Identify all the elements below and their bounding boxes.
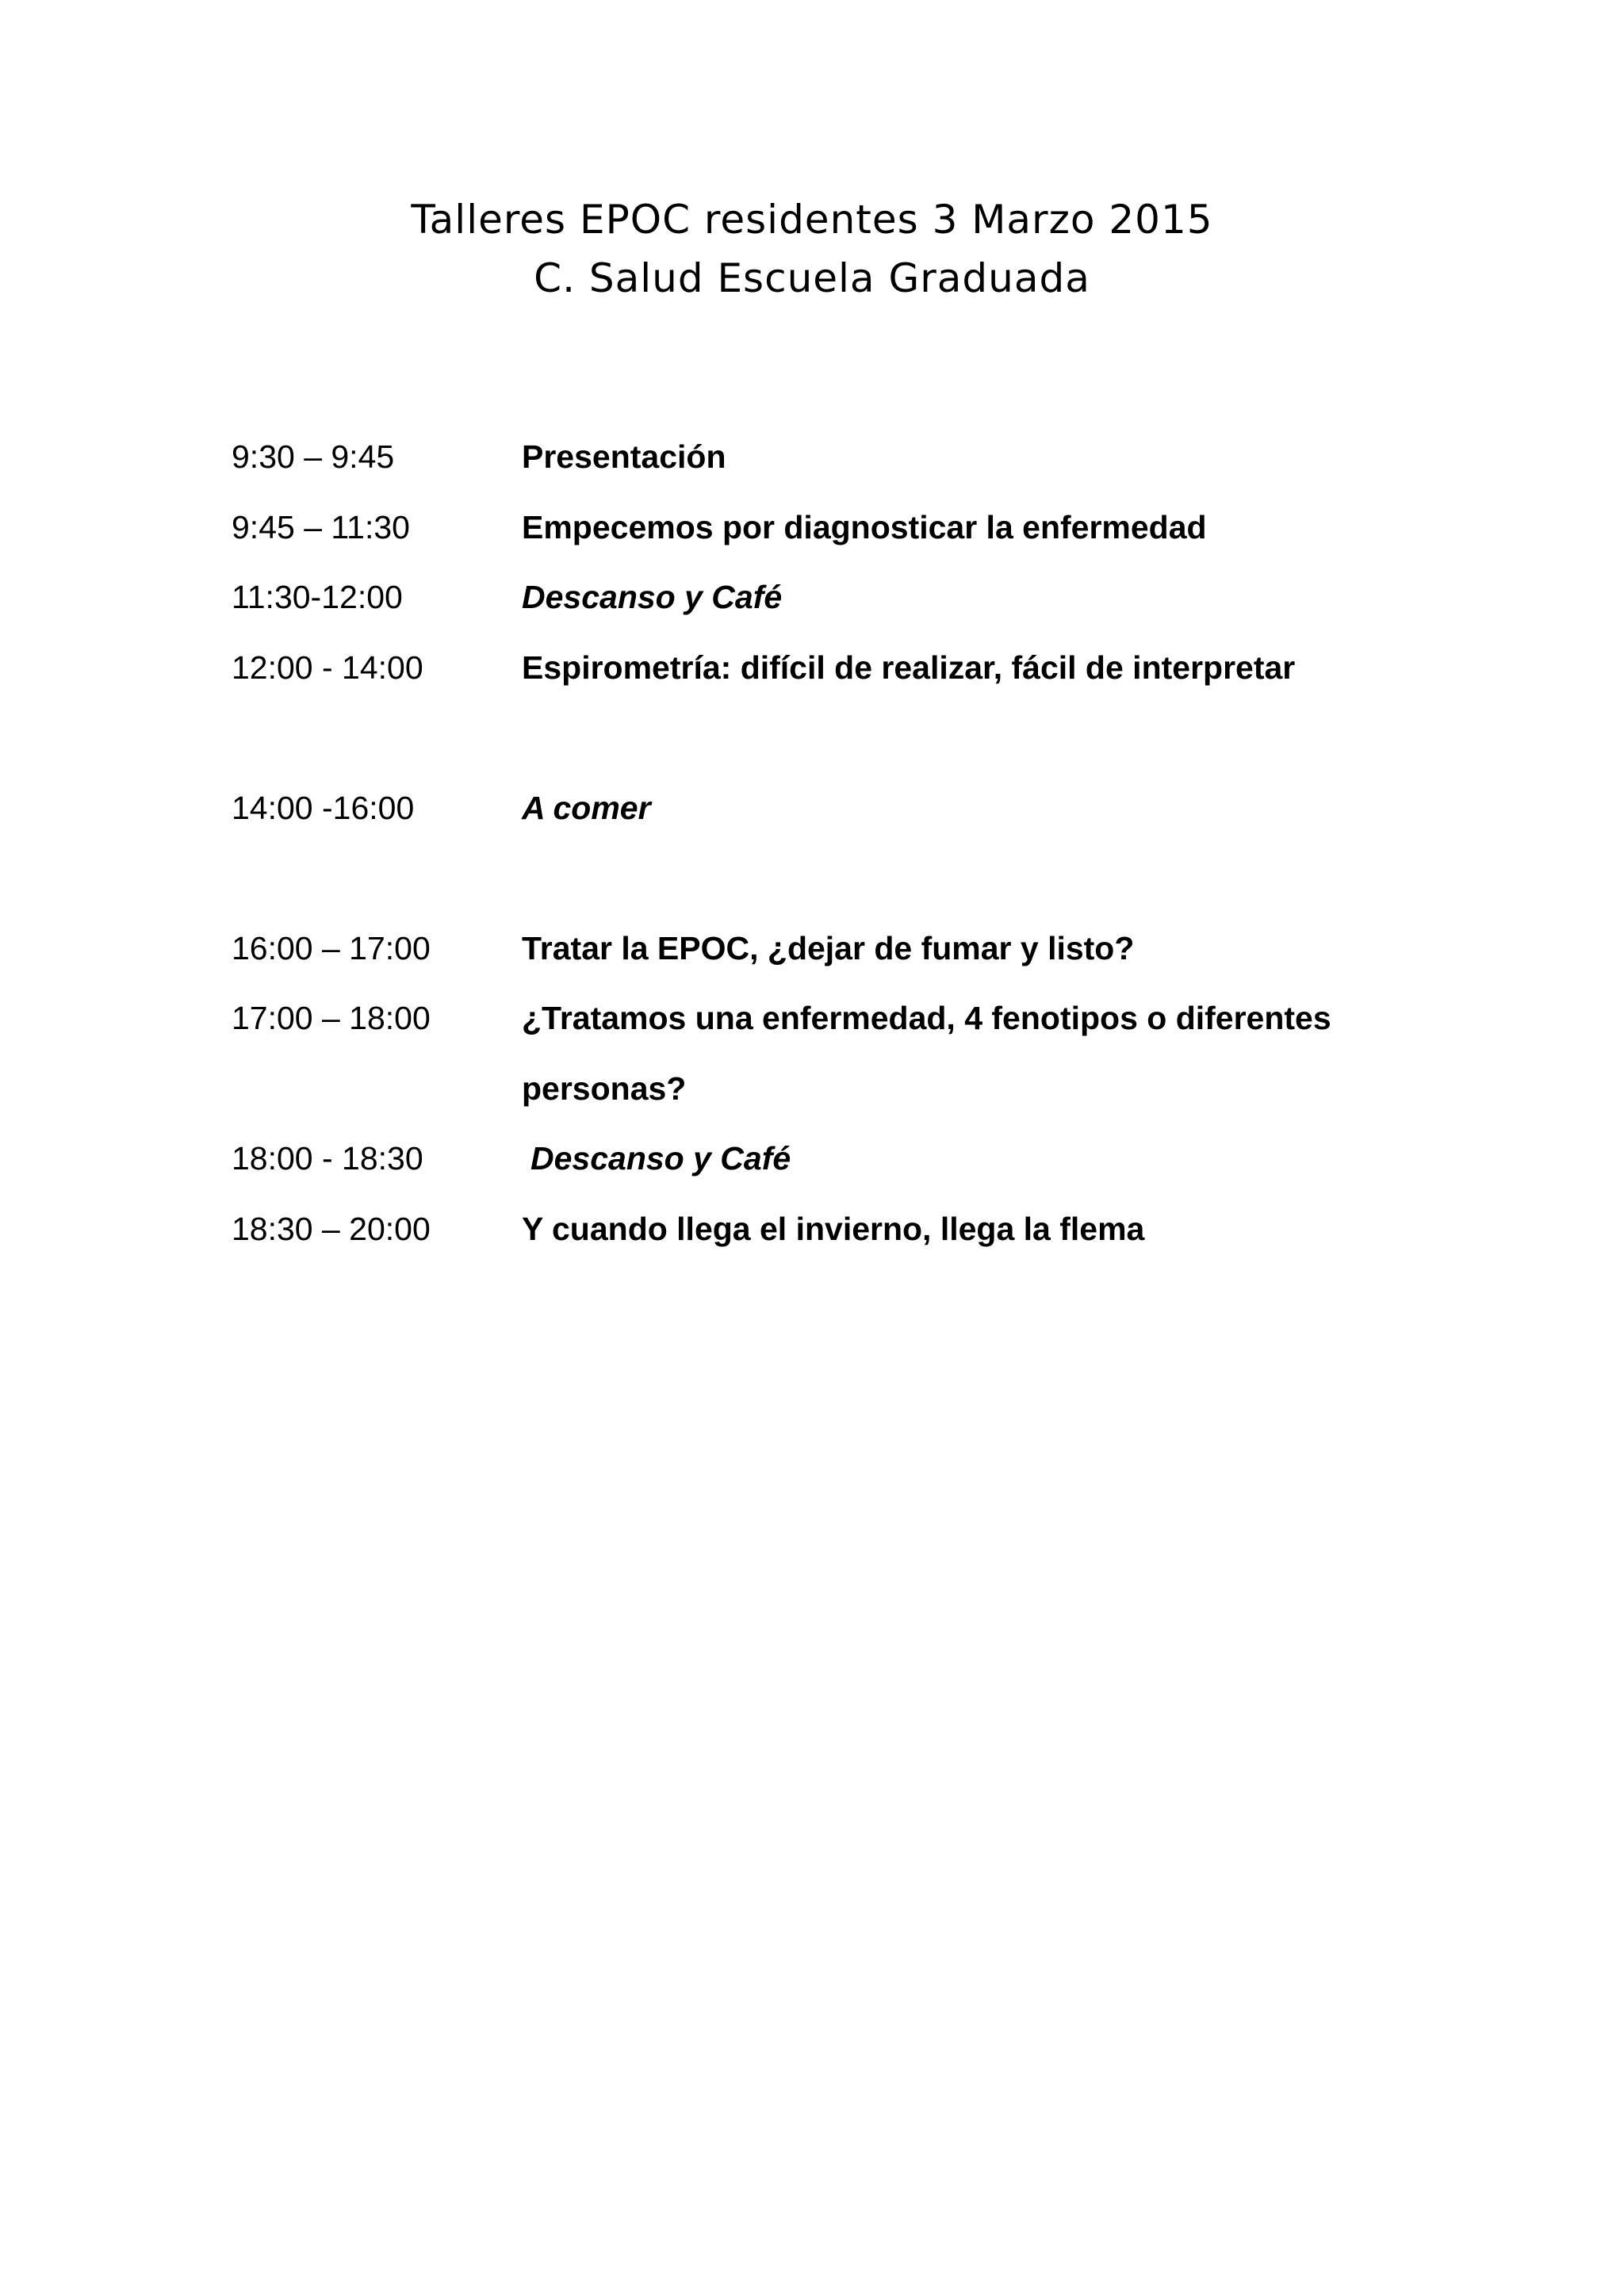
schedule-time: 12:00 - 14:00 [232, 649, 423, 686]
schedule-time: 11:30-12:00 [232, 579, 403, 615]
schedule-row [232, 633, 1421, 703]
schedule-event: Tratar la EPOC, ¿dejar de fumar y listo? [522, 929, 1135, 966]
schedule-event: Y cuando llega el invierno, llega la flema [522, 1210, 1145, 1247]
schedule-time: 9:30 – 9:45 [232, 438, 395, 475]
schedule-event-break: Descanso y Café [530, 1140, 791, 1177]
schedule-row [232, 773, 1421, 844]
document-title [0, 190, 1624, 308]
schedule-row [232, 1123, 1421, 1194]
schedule-row [232, 913, 1421, 984]
schedule-event-line: personas? [522, 1070, 687, 1107]
schedule-row [232, 983, 1421, 1123]
schedule-event: Presentación [522, 438, 726, 475]
schedule-event [522, 983, 1421, 1123]
title-line-2: C. Salud Escuela Graduada [534, 255, 1090, 301]
schedule-time: 16:00 – 17:00 [232, 929, 431, 966]
schedule-time: 18:30 – 20:00 [232, 1210, 431, 1247]
schedule-row [232, 492, 1421, 563]
schedule-row [232, 562, 1421, 633]
schedule-event-break: Descanso y Café [522, 579, 783, 615]
schedule-time: 14:00 -16:00 [232, 789, 415, 826]
schedule-row [232, 1194, 1421, 1265]
schedule-time: 17:00 – 18:00 [232, 1000, 431, 1036]
schedule-event: Espirometría: difícil de realizar, fácil de interpretar [522, 649, 1296, 686]
schedule-time: 9:45 – 11:30 [232, 508, 410, 545]
schedule-event-break: A comer [522, 789, 651, 826]
schedule-list [232, 422, 1421, 1264]
schedule-row [232, 422, 1421, 492]
schedule-event-line: ¿Tratamos una enfermedad, 4 fenotipos o diferentes [522, 1000, 1331, 1036]
schedule-event: Empecemos por diagnosticar la enfermedad [522, 508, 1207, 545]
title-line-1: Talleres EPOC residentes 3 Marzo 2015 [411, 197, 1213, 243]
schedule-time: 18:00 - 18:30 [232, 1140, 423, 1177]
